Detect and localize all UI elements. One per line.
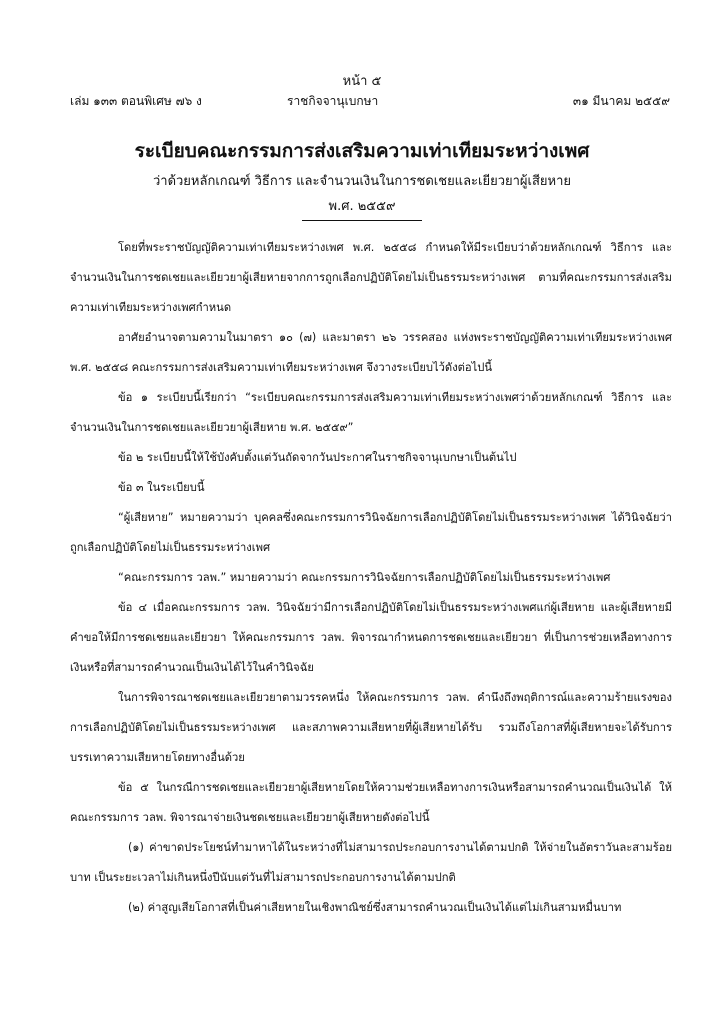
document-subtitle: ว่าด้วยหลักเกณฑ์ วิธีการ และจำนวนเงินในการชดเชยและเยียวยาผู้เสียหาย (152, 174, 572, 189)
title-divider (302, 220, 422, 221)
clause-4-paragraph-2: ในการพิจารณาชดเชยและเยียวยาตามวรรคหนึ่ง ให้คณะกรรมการ วลพ. คำนึงถึงพฤติการณ์และความร้ายแรงของการเลือกปฏิบัติโดยไม่เป็นธรรมระหว่างเพศ และสภาพความเสียหายที่ผู้เสียหายได้รับ รวมถึงโอกาสที่ผู้เสียหายจะได้รับการบรรเทาความเสียหายโดยทางอื่นด้วย (70, 691, 672, 764)
gazette-header (70, 92, 670, 114)
document-year: พ.ศ. ๒๕๕๙ (328, 199, 396, 214)
clause-5: ข้อ ๕ ในกรณีการชดเชยและเยียวยาผู้เสียหายโดยให้ความช่วยเหลือทางการเงินหรือสามารถคำนวณเป็นเงินได้ ให้คณะกรรมการ วลพ. พิจารณาจ่ายเงินชดเชยและเยียวยาผู้เสียหายดังต่อไปนี้ (70, 781, 672, 824)
authority-paragraph: อาศัยอำนาจตามความในมาตรา ๑๐ (๗) และมาตรา ๒๖ วรรคสอง แห่งพระราชบัญญัติความเท่าเทียมระหว่างเพศ พ.ศ. ๒๕๕๘ คณะกรรมการส่งเสริมความเท่าเทียมระหว่างเพศ จึงวางระเบียบไว้ดังต่อไปนี้ (70, 331, 672, 374)
page-number: หน้า ๕ (342, 74, 382, 89)
definition-victim: “ผู้เสียหาย” หมายความว่า บุคคลซึ่งคณะกรรมการวินิจฉัยการเลือกปฏิบัติโดยไม่เป็นธรรมระหว่างเพศ ได้วินิจฉัยว่าถูกเลือกปฏิบัติโดยไม่เป็นธรรมระหว่างเพศ (70, 511, 672, 554)
clause-5-item-1: (๑) ค่าขาดประโยชน์ทำมาหาได้ในระหว่างที่ไม่สามารถประกอบการงานได้ตามปกติ ให้จ่ายในอัตราวันละสามร้อยบาท เป็นระยะเวลาไม่เกินหนึ่งปีนับแต่วันที่ไม่สามารถประกอบการงานได้ตามปกติ (70, 841, 672, 884)
clause-3: ข้อ ๓ ในระเบียบนี้ (118, 481, 205, 494)
gazette-name: ราชกิจจานุเบกษา (287, 94, 379, 108)
document-body (70, 233, 672, 923)
publication-date: ๓๑ มีนาคม ๒๕๕๙ (572, 94, 670, 108)
clause-4: ข้อ ๔ เมื่อคณะกรรมการ วลพ. วินิจฉัยว่ามีการเลือกปฏิบัติโดยไม่เป็นธรรมระหว่างเพศแก่ผู้เสียหาย และผู้เสียหายมีคำขอให้มีการชดเชยและเยียวยา ให้คณะกรรมการ วลพ. พิจารณากำหนดการชดเชยและเยียวยา ที่เป็นการช่วยเหลือทางการเงินหรือที่สามารถคำนวณเป็นเงินได้ไว้ในคำวินิจฉัย (70, 601, 672, 674)
clause-5-item-2: (๒) ค่าสูญเสียโอกาสที่เป็นค่าเสียหายในเชิงพาณิชย์ซึ่งสามารถคำนวณเป็นเงินได้แต่ไม่เกินสามหมื่นบาท (128, 901, 622, 914)
clause-2: ข้อ ๒ ระเบียบนี้ให้ใช้บังคับตั้งแต่วันถัดจากวันประกาศในราชกิจจานุเบกษาเป็นต้นไป (118, 451, 517, 464)
document-title: ระเบียบคณะกรรมการส่งเสริมความเท่าเทียมระหว่างเพศ (134, 140, 590, 162)
preamble-paragraph: โดยที่พระราชบัญญัติความเท่าเทียมระหว่างเพศ พ.ศ. ๒๕๕๘ กำหนดให้มีระเบียบว่าด้วยหลักเกณฑ์ วิธีการ และจำนวนเงินในการชดเชยและเยียวยาผู้เสียหายจากการถูกเลือกปฏิบัติโดยไม่เป็นธรรมระหว่างเพศ ตามที่คณะกรรมการส่งเสริมความเท่าเทียมระหว่างเพศกำหนด (70, 241, 672, 314)
volume-info: เล่ม ๑๓๓ ตอนพิเศษ ๗๖ ง (70, 94, 202, 108)
clause-1: ข้อ ๑ ระเบียบนี้เรียกว่า “ระเบียบคณะกรรมการส่งเสริมความเท่าเทียมระหว่างเพศว่าด้วยหลักเกณฑ์ วิธีการ และจำนวนเงินในการชดเชยและเยียวยาผู้เสียหาย พ.ศ. ๒๕๕๙” (70, 391, 672, 434)
definition-committee: “คณะกรรมการ วลพ.” หมายความว่า คณะกรรมการวินิจฉัยการเลือกปฏิบัติโดยไม่เป็นธรรมระหว่างเพศ (118, 571, 611, 584)
